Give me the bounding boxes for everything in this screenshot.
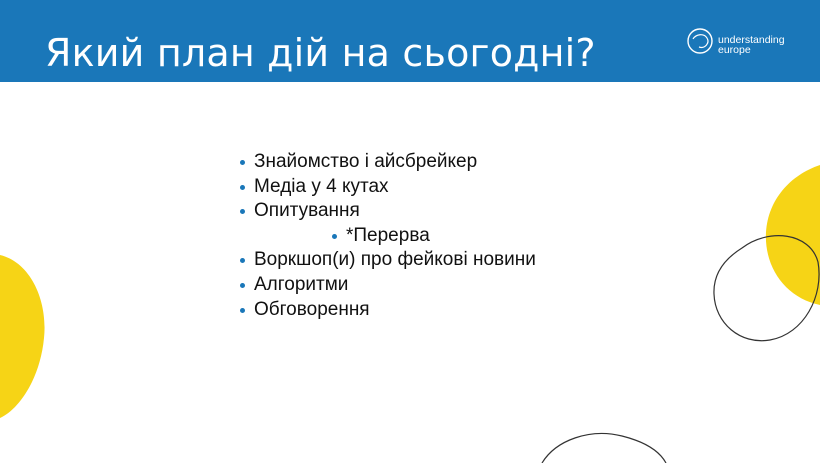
bullet-icon: [240, 283, 245, 288]
bullet-icon: [332, 234, 337, 239]
logo-line-1: understanding: [718, 34, 785, 46]
left-yellow-blob: [0, 255, 45, 418]
bullet-icon: [240, 308, 245, 313]
agenda-item: [240, 150, 536, 175]
slide-title: Який план дій на сьогодні?: [45, 31, 596, 75]
agenda-item: [240, 298, 536, 323]
bullet-icon: [240, 209, 245, 214]
understanding-europe-logo: [686, 26, 806, 58]
agenda-item: [240, 199, 536, 224]
right-yellow-blob: [766, 165, 820, 305]
agenda-item-text: Воркшоп(и) про фейкові новини: [254, 249, 536, 271]
agenda-item-text: Знайомство і айсбрейкер: [254, 151, 478, 172]
agenda-item: [240, 273, 536, 298]
agenda-item-text: Обговорення: [254, 298, 370, 320]
agenda-item: [240, 175, 536, 200]
slide-header: [0, 0, 820, 82]
logo-text: [718, 35, 785, 55]
agenda-item-text: *Перерва: [346, 224, 430, 246]
agenda-item-text: Алгоритми: [254, 273, 349, 295]
agenda-item: [240, 248, 536, 273]
bottom-outline-circle: [542, 434, 666, 463]
logo-line-2: europe: [718, 44, 751, 56]
agenda-list: [240, 150, 536, 322]
bullet-icon: [240, 185, 245, 190]
understanding-europe-circle-logo-icon: [686, 26, 716, 56]
agenda-item-text: Медіа у 4 кутах: [254, 175, 389, 197]
bullet-icon: [240, 258, 245, 263]
agenda-item-text: Опитування: [254, 200, 360, 222]
bullet-icon: [240, 160, 245, 165]
agenda-subitem: [332, 224, 536, 249]
